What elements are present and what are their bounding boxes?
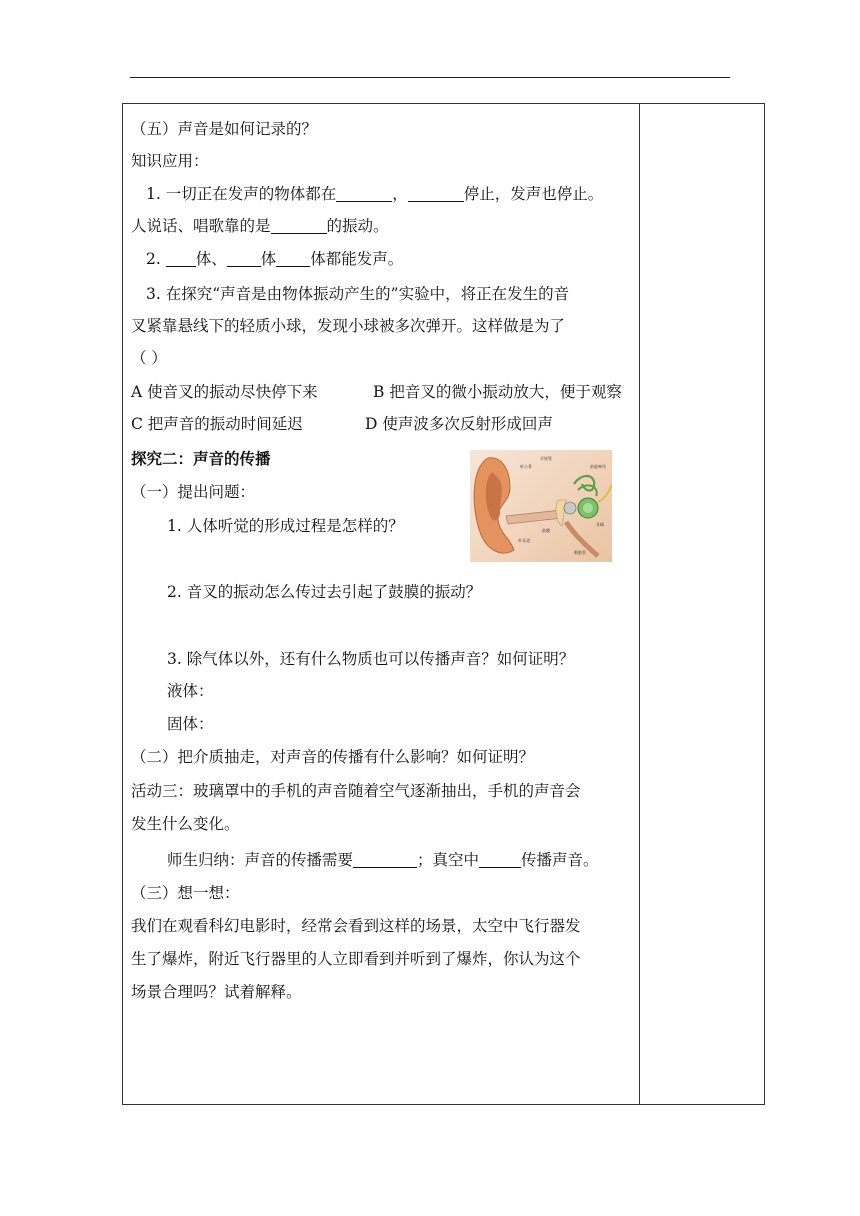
question-3-line2: 叉紧靠悬线下的轻质小球，发现小球被多次弹开。这样做是为了 <box>131 317 566 335</box>
explore2-title: 探究二：声音的传播 <box>131 449 271 468</box>
column-divider <box>639 104 640 1104</box>
part1-question-1: 1. 人体听觉的形成过程是怎样的？ <box>167 517 404 535</box>
blank[interactable] <box>227 250 261 267</box>
think-line2: 生了爆炸，附近飞行器里的人立即看到并听到了爆炸，你认为这个 <box>131 950 581 968</box>
blank[interactable] <box>336 185 392 202</box>
label-semicircular: 半规管 <box>540 456 552 461</box>
question-3-paren: （ ） <box>131 349 167 367</box>
summary-a: 师生归纳：声音的传播需要 <box>167 851 354 869</box>
part1-question-3: 3. 除气体以外，还有什么物质也可以传播声音？如何证明？ <box>167 650 575 668</box>
blank[interactable] <box>166 250 196 267</box>
q1-line2-b: 的振动。 <box>326 217 389 235</box>
liquid-label: 液体： <box>167 682 214 700</box>
question-1 <box>146 184 603 204</box>
worksheet-table <box>122 103 765 1105</box>
q1-prefix: 1. 一切正在发声的物体都在 <box>146 185 337 203</box>
option-d: D 使声波多次反射形成回声 <box>365 415 553 433</box>
section5-heading: （五）声音是如何记录的？ <box>131 120 318 138</box>
question-1-line2 <box>131 216 389 236</box>
part1-heading: （一）提出问题： <box>131 483 256 501</box>
summary-c: 传播声音。 <box>521 851 599 869</box>
label-nerve: 前庭神经 <box>590 464 606 469</box>
think-line3: 场景合理吗？试着解释。 <box>131 983 302 1001</box>
option-b: B 把音叉的微小振动放大，便于观察 <box>373 383 622 401</box>
part3-heading: （三）想一想： <box>131 884 240 902</box>
activity3-line1: 活动三：玻璃罩中的手机的声音随着空气逐渐抽出，手机的声音会 <box>131 782 581 800</box>
q2-a: 体、 <box>195 250 227 268</box>
q2-c: 体都能发声。 <box>310 250 404 268</box>
summary <box>167 850 599 870</box>
think-line1: 我们在观看科幻电影时，经常会看到这样的场景，太空中飞行器发 <box>131 917 581 935</box>
question-3-line1: 3. 在探究“声音是由物体振动产生的”实验中，将正在发生的音 <box>146 285 570 303</box>
label-eardrum: 鼓膜 <box>542 528 550 533</box>
label-cochlea: 耳蜗 <box>596 522 604 527</box>
ear-anatomy-icon <box>470 450 612 562</box>
activity3-line2: 发生什么变化。 <box>131 815 240 833</box>
label-ossicles: 听小骨 <box>520 464 532 469</box>
summary-b: ；真空中 <box>417 851 480 869</box>
knowledge-title: 知识应用： <box>131 152 209 170</box>
part1-question-2: 2. 音叉的振动怎么传过去引起了鼓膜的振动？ <box>167 583 482 601</box>
blank[interactable] <box>276 250 310 267</box>
blank[interactable] <box>271 217 327 234</box>
option-a: A 使音叉的振动尽快停下来 <box>131 383 318 401</box>
q1-comma: ， <box>392 185 408 203</box>
q1-line2-a: 人说话、唱歌靠的是 <box>131 217 271 235</box>
solid-label: 固体： <box>167 715 214 733</box>
blank[interactable] <box>353 851 417 868</box>
q2-prefix: 2. <box>146 250 166 268</box>
label-canal: 外耳道 <box>518 538 530 543</box>
question-2 <box>146 249 403 269</box>
option-c: C 把声音的振动时间延迟 <box>131 415 303 433</box>
blank[interactable] <box>479 851 521 868</box>
blank[interactable] <box>408 185 464 202</box>
part2-heading: （二）把介质抽走，对声音的传播有什么影响？如何证明？ <box>131 748 535 766</box>
q1-mid: 停止，发声也停止。 <box>463 185 604 203</box>
q2-b: 体 <box>260 250 277 268</box>
ear-anatomy-illustration <box>470 450 612 562</box>
header-rule <box>130 77 730 78</box>
label-tube: 咽鼓管 <box>574 550 586 555</box>
